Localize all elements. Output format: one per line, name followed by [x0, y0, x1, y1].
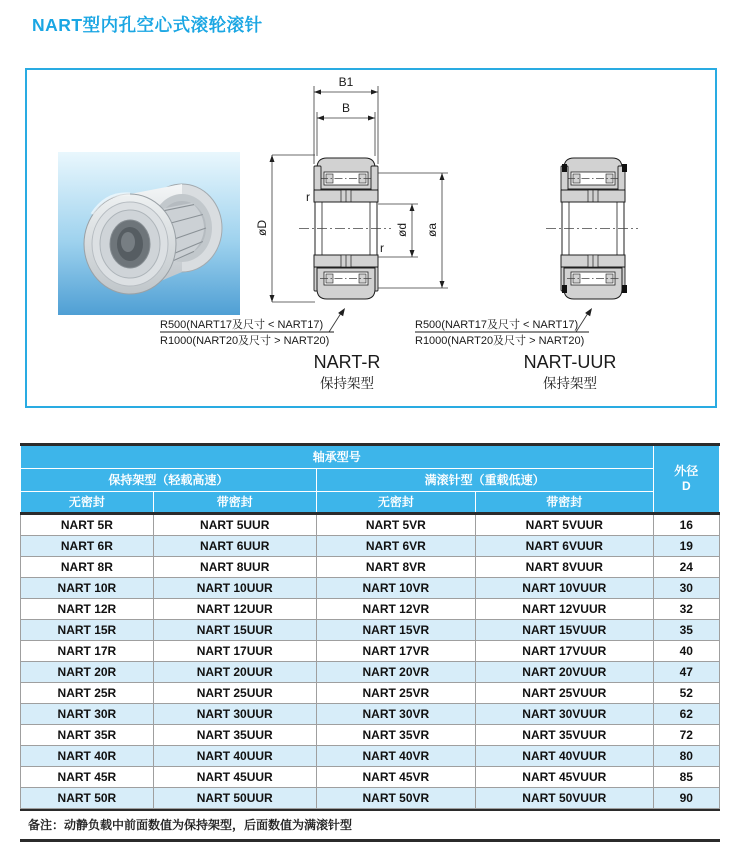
model-cell: NART 50VR [316, 788, 475, 809]
model-cell: NART 25R [21, 683, 154, 704]
dim-label-oa: øa [425, 222, 439, 238]
table-row [21, 599, 720, 620]
header-outer-diameter-line1: 外径 [674, 464, 699, 478]
table-row [21, 788, 720, 809]
dim-label-r-left: r [306, 190, 310, 204]
header-no-seal-full: 无密封 [316, 492, 475, 514]
model-cell: NART 17VR [316, 641, 475, 662]
dim-label-b: B [341, 101, 351, 115]
dim-label-r-right: r [380, 241, 384, 255]
model-cell: NART 5R [21, 514, 154, 536]
model-cell: NART 40VR [316, 746, 475, 767]
outer-diameter-cell: 35 [653, 620, 719, 641]
table-row [21, 725, 720, 746]
model-cell: NART 45UUR [153, 767, 316, 788]
diagram-panel [25, 68, 717, 408]
model-cell: NART 10UUR [153, 578, 316, 599]
model-cell: NART 35UUR [153, 725, 316, 746]
outer-diameter-cell: 72 [653, 725, 719, 746]
model-cell: NART 8UUR [153, 557, 316, 578]
dimension-b [317, 112, 375, 156]
outer-diameter-cell: 62 [653, 704, 719, 725]
outer-diameter-cell: 47 [653, 662, 719, 683]
header-cage-type: 保持架型（轻载高速） [21, 469, 317, 492]
cage-type-label-left: 保持架型 [320, 376, 374, 391]
model-label-nart-r: NART-R [313, 352, 381, 372]
model-cell: NART 30VUUR [476, 704, 654, 725]
outer-diameter-cell: 19 [653, 536, 719, 557]
radius-note-line1-right: R500(NART17及尺寸 < NART17) [415, 319, 579, 331]
model-cell: NART 15UUR [153, 620, 316, 641]
dim-label-od: øD [255, 220, 269, 236]
model-cell: NART 5UUR [153, 514, 316, 536]
model-cell: NART 5VR [316, 514, 475, 536]
model-cell: NART 20VR [316, 662, 475, 683]
page-title: NART型内孔空心式滚轮滚针 [32, 15, 263, 35]
model-cell: NART 20R [21, 662, 154, 683]
bearing-model-table [20, 443, 720, 809]
model-cell: NART 50VUUR [476, 788, 654, 809]
dimension-b1 [314, 86, 378, 164]
model-cell: NART 25VUUR [476, 683, 654, 704]
outer-diameter-cell: 90 [653, 788, 719, 809]
model-cell: NART 10VUUR [476, 578, 654, 599]
model-cell: NART 30UUR [153, 704, 316, 725]
technical-diagram [27, 70, 715, 406]
header-seal-full: 带密封 [476, 492, 654, 514]
model-cell: NART 35VR [316, 725, 475, 746]
model-cell: NART 20VUUR [476, 662, 654, 683]
model-cell: NART 35VUUR [476, 725, 654, 746]
header-seal-cage: 带密封 [153, 492, 316, 514]
model-cell: NART 25VR [316, 683, 475, 704]
model-cell: NART 6R [21, 536, 154, 557]
table-row [21, 662, 720, 683]
outer-diameter-cell: 40 [653, 641, 719, 662]
dim-label-b1: B1 [338, 75, 354, 89]
table-note: 备注：动静负载中前面数值为保持架型，后面数值为满滚针型 [20, 809, 720, 842]
table-row [21, 514, 720, 536]
table-row [21, 578, 720, 599]
model-cell: NART 17UUR [153, 641, 316, 662]
model-cell: NART 17R [21, 641, 154, 662]
model-cell: NART 6VR [316, 536, 475, 557]
header-no-seal-cage: 无密封 [21, 492, 154, 514]
model-cell: NART 35R [21, 725, 154, 746]
radius-note-line1-left: R500(NART17及尺寸 < NART17) [160, 319, 324, 331]
model-cell: NART 40VUUR [476, 746, 654, 767]
table-row [21, 683, 720, 704]
table-row [21, 557, 720, 578]
outer-diameter-cell: 24 [653, 557, 719, 578]
outer-diameter-cell: 16 [653, 514, 719, 536]
model-cell: NART 50UUR [153, 788, 316, 809]
header-bearing-model: 轴承型号 [21, 445, 654, 469]
model-cell: NART 45VUUR [476, 767, 654, 788]
table-row [21, 536, 720, 557]
table-row [21, 767, 720, 788]
model-cell: NART 8R [21, 557, 154, 578]
model-cell: NART 40R [21, 746, 154, 767]
model-cell: NART 6UUR [153, 536, 316, 557]
outer-diameter-cell: 52 [653, 683, 719, 704]
model-cell: NART 17VUUR [476, 641, 654, 662]
outer-diameter-cell: 30 [653, 578, 719, 599]
model-cell: NART 12VR [316, 599, 475, 620]
table-row [21, 641, 720, 662]
model-cell: NART 40UUR [153, 746, 316, 767]
spec-table-section [20, 443, 720, 842]
model-label-nart-uur: NART-UUR [523, 352, 617, 372]
model-cell: NART 20UUR [153, 662, 316, 683]
outer-diameter-cell: 85 [653, 767, 719, 788]
model-cell: NART 15VUUR [476, 620, 654, 641]
table-body [21, 514, 720, 809]
model-cell: NART 12R [21, 599, 154, 620]
model-cell: NART 10R [21, 578, 154, 599]
header-outer-diameter [653, 445, 719, 514]
model-cell: NART 15VR [316, 620, 475, 641]
outer-diameter-cell: 80 [653, 746, 719, 767]
outer-diameter-cell: 32 [653, 599, 719, 620]
model-cell: NART 12UUR [153, 599, 316, 620]
radius-note-line2-right: R1000(NART20及尺寸 > NART20) [415, 335, 585, 347]
model-cell: NART 50R [21, 788, 154, 809]
cage-type-label-right: 保持架型 [543, 376, 597, 391]
model-cell: NART 15R [21, 620, 154, 641]
header-outer-diameter-line2: D [681, 479, 691, 493]
model-cell: NART 8VUUR [476, 557, 654, 578]
table-row [21, 746, 720, 767]
radius-note-line2-left: R1000(NART20及尺寸 > NART20) [160, 335, 330, 347]
model-cell: NART 10VR [316, 578, 475, 599]
model-cell: NART 8VR [316, 557, 475, 578]
model-cell: NART 45VR [316, 767, 475, 788]
dim-label-odm: ød [395, 222, 409, 238]
header-full-needle-type: 满滚针型（重载低速） [316, 469, 653, 492]
model-cell: NART 25UUR [153, 683, 316, 704]
model-cell: NART 45R [21, 767, 154, 788]
table-row [21, 620, 720, 641]
model-cell: NART 30VR [316, 704, 475, 725]
bearing-photo [58, 152, 240, 315]
model-cell: NART 12VUUR [476, 599, 654, 620]
model-cell: NART 6VUUR [476, 536, 654, 557]
model-cell: NART 30R [21, 704, 154, 725]
table-row [21, 704, 720, 725]
model-cell: NART 5VUUR [476, 514, 654, 536]
